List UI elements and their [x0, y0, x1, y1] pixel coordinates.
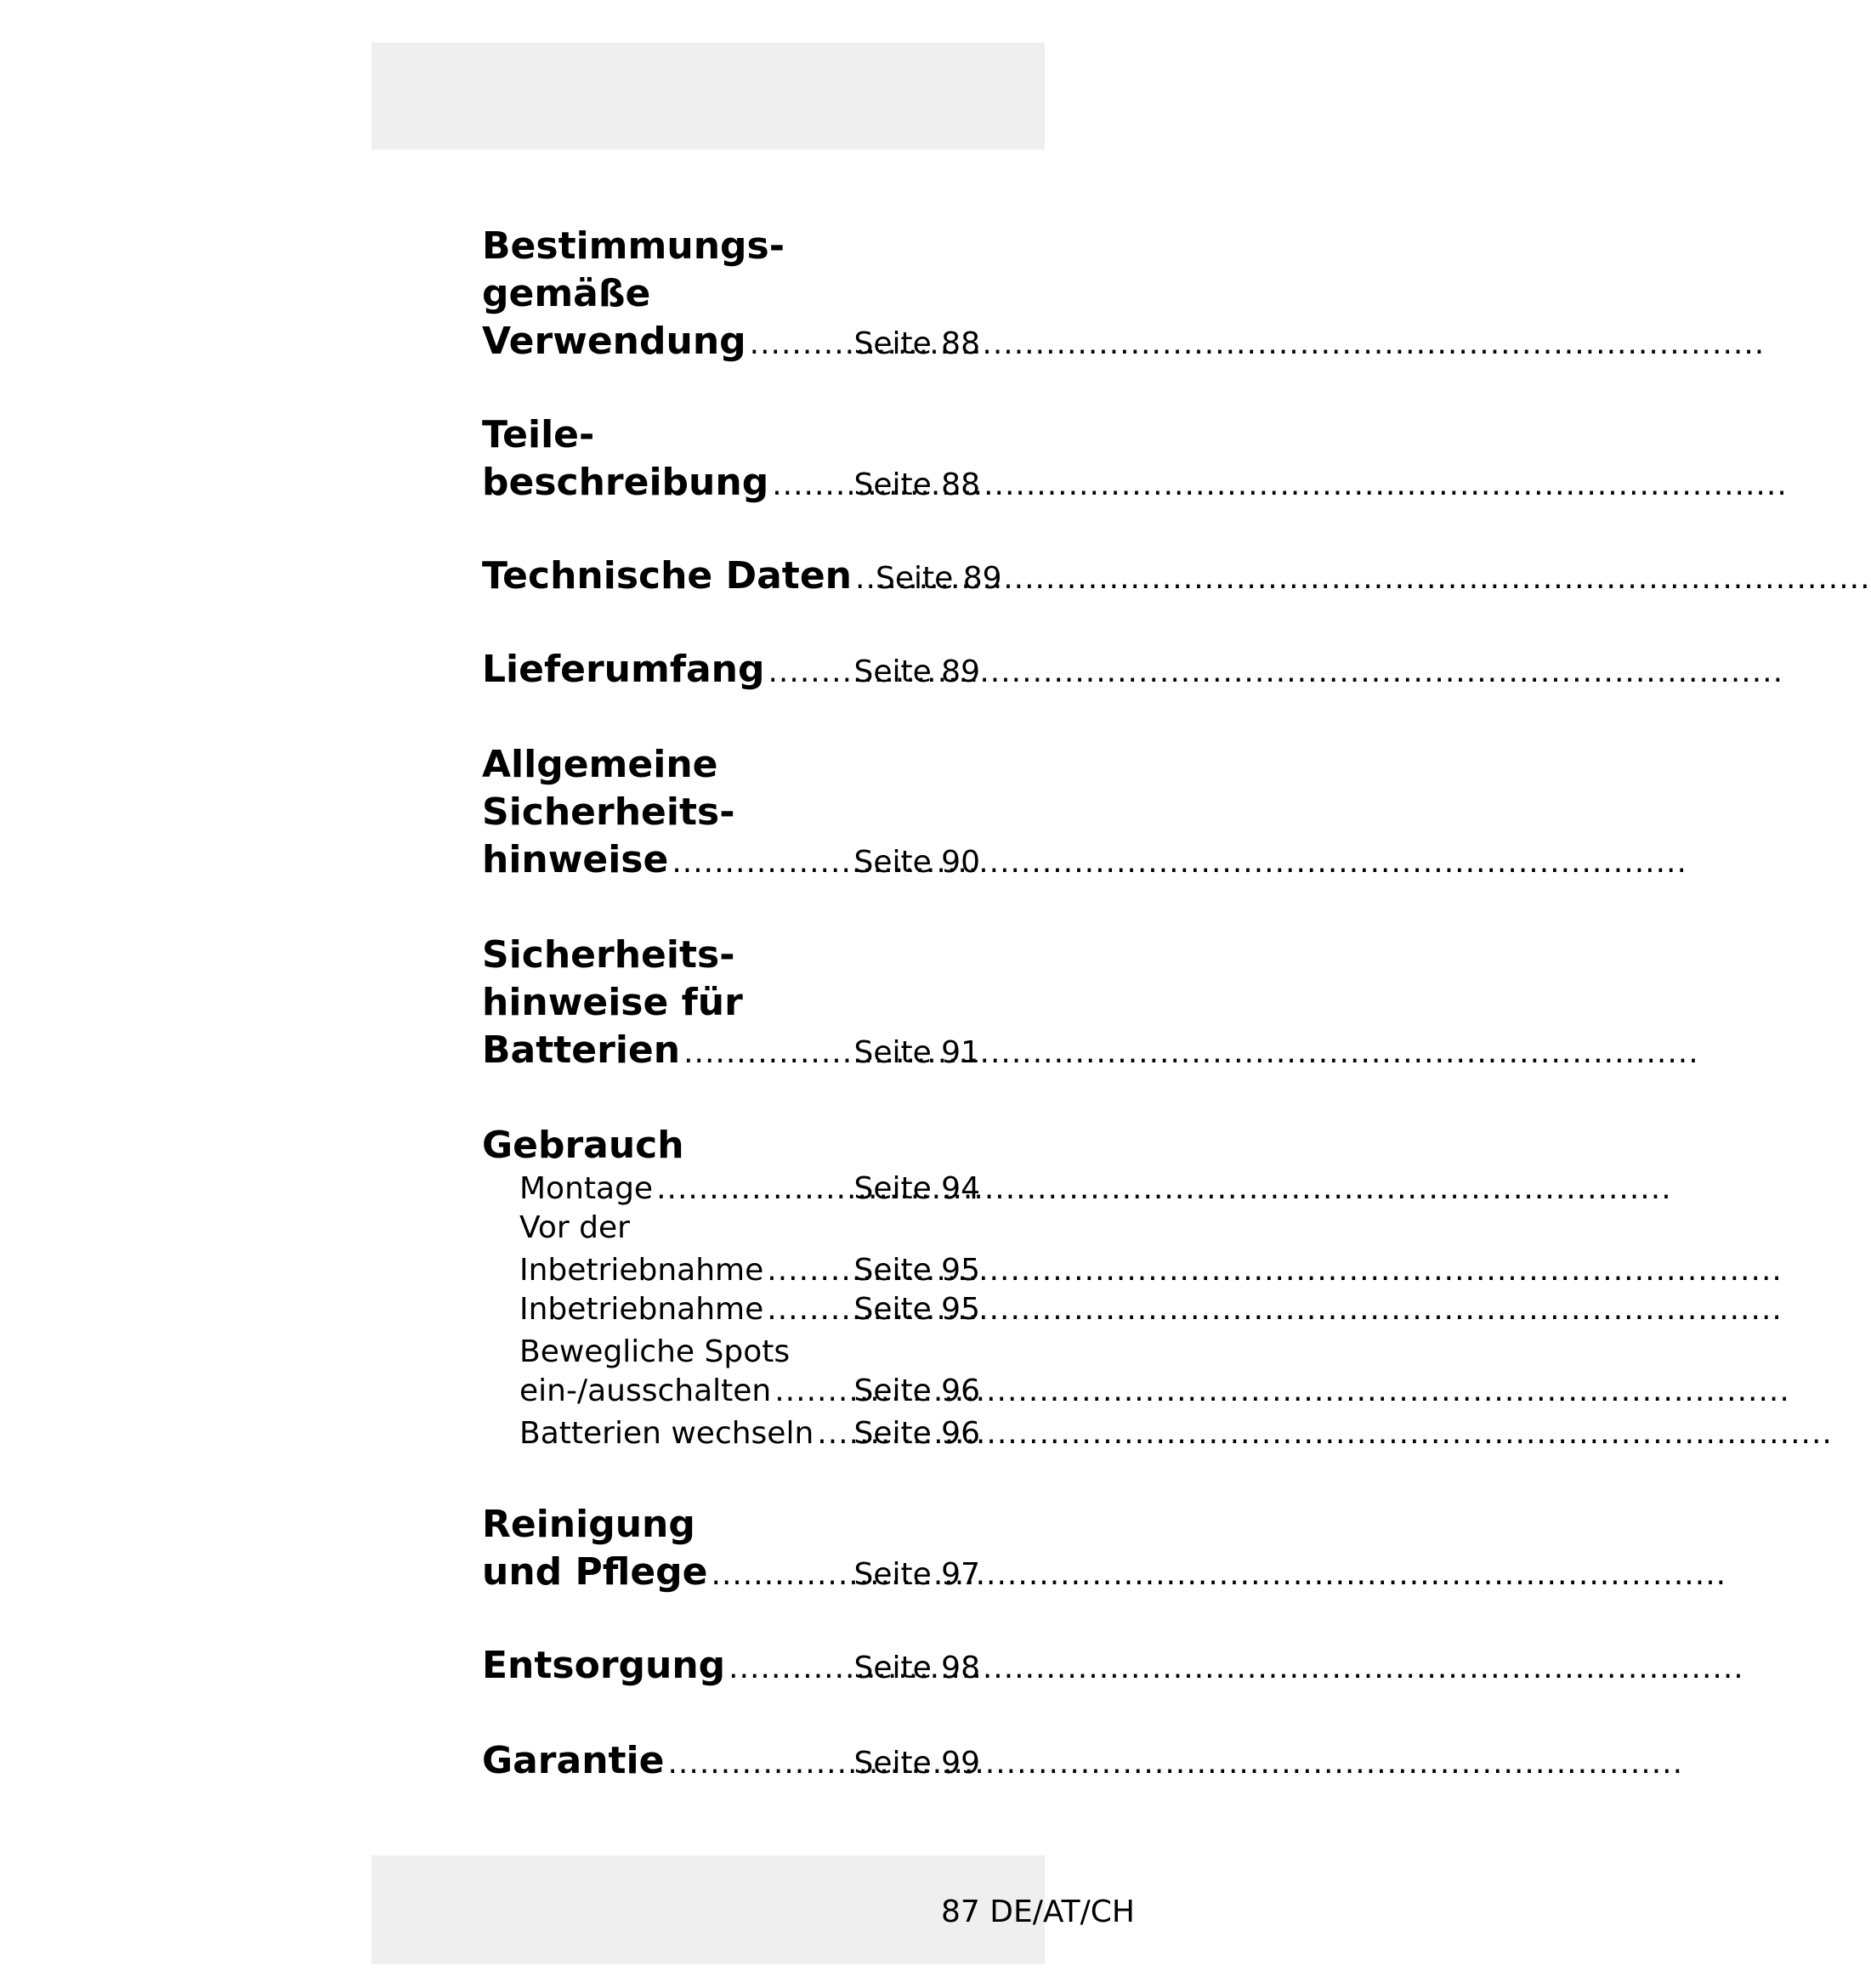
- dot-leader: [667, 1740, 850, 1787]
- page-reference: Seite 98: [853, 1651, 980, 1685]
- toc-subentry-batterien-wechseln[interactable]: [519, 1414, 980, 1453]
- toc-entry-gebrauch[interactable]: [482, 1122, 980, 1453]
- toc-entry-reinigung-und-pflege[interactable]: [482, 1501, 980, 1599]
- dot-leader: [750, 320, 851, 368]
- dot-leader: [767, 1290, 850, 1329]
- toc-heading-label: Garantie: [482, 1739, 665, 1782]
- dot-leader: [768, 649, 850, 696]
- toc-entry-lieferumfang[interactable]: [482, 646, 980, 696]
- dot-leader: [656, 1170, 850, 1209]
- dot-leader: [855, 555, 872, 603]
- toc-entry-technische-daten[interactable]: [482, 552, 1002, 603]
- toc-entry-allgemeine-sicherheitshinweise[interactable]: [482, 741, 980, 886]
- toc-heading-label: Entsorgung: [482, 1644, 726, 1687]
- page-number-footer: 87 DE/AT/CH: [941, 1895, 1136, 1929]
- toc-entry-entsorgung[interactable]: [482, 1642, 980, 1692]
- toc-heading-line: gemäße: [482, 272, 651, 315]
- toc-heading-line: Teile-: [482, 413, 595, 456]
- page-reference: Seite 88: [853, 326, 980, 361]
- page-reference: Seite 90: [853, 845, 980, 880]
- toc-subentry-label: Inbetriebnahme: [519, 1253, 764, 1288]
- dot-leader: [683, 1029, 850, 1077]
- page-reference: Seite 88: [853, 467, 980, 502]
- toc-subentries: [482, 1170, 980, 1453]
- toc-heading-line: Allgemeine: [482, 743, 718, 786]
- page-reference: Seite 99: [853, 1746, 980, 1781]
- toc-subentry-label: Batterien wechseln: [519, 1416, 814, 1451]
- toc-subentry-vor-der-inbetriebnahme[interactable]: [519, 1209, 980, 1290]
- toc-heading-label: Verwendung: [482, 320, 746, 363]
- toc-heading-label: und Pflege: [482, 1550, 708, 1594]
- header-band: [371, 42, 1045, 150]
- toc-entry-bestimmungsgemaesse-verwendung[interactable]: [482, 223, 980, 368]
- toc-entry-garantie[interactable]: [482, 1737, 980, 1787]
- page-reference: Seite 91: [853, 1035, 980, 1070]
- toc-heading-line: Sicherheits-: [482, 933, 735, 977]
- page-reference: Seite 89: [876, 561, 1002, 596]
- toc-subentry-label: ein-/ausschalten: [519, 1373, 772, 1408]
- toc-subentry-line: Vor der: [519, 1210, 630, 1245]
- toc-entry-sicherheitshinweise-batterien[interactable]: [482, 932, 980, 1077]
- toc-heading-label: hinweise: [482, 838, 669, 881]
- toc-heading-label: Technische Daten: [482, 554, 852, 598]
- page-reference: Seite 97: [853, 1557, 980, 1592]
- toc-heading-line: Bestimmungs-: [482, 224, 785, 268]
- toc-heading-label: Lieferumfang: [482, 648, 765, 691]
- dot-leader: [672, 839, 850, 886]
- page-reference: Seite 95: [853, 1292, 980, 1327]
- toc-subentry-spots-schalten[interactable]: [519, 1333, 980, 1411]
- toc-heading-line: Gebrauch: [482, 1124, 684, 1167]
- toc-subentry-label: Montage: [519, 1171, 654, 1206]
- page-reference: Seite 96: [853, 1373, 980, 1408]
- toc-heading-line: hinweise für: [482, 981, 743, 1024]
- toc-subentry-label: Inbetriebnahme: [519, 1292, 764, 1327]
- dot-leader: [767, 1251, 850, 1290]
- page-reference: Seite 96: [853, 1416, 980, 1451]
- toc-heading-line: Sicherheits-: [482, 790, 735, 834]
- toc-subentry-montage[interactable]: [519, 1170, 980, 1209]
- dot-leader: [772, 462, 850, 509]
- toc-entry-teilebeschreibung[interactable]: [482, 411, 980, 509]
- dot-leader: [817, 1414, 850, 1453]
- toc-heading-line: Reinigung: [482, 1503, 695, 1546]
- dot-leader: [712, 1551, 851, 1599]
- toc-subentry-inbetriebnahme[interactable]: [519, 1290, 980, 1329]
- page-reference: Seite 94: [853, 1171, 980, 1206]
- toc-heading-label: beschreibung: [482, 461, 769, 504]
- dot-leader: [729, 1645, 850, 1692]
- toc-subentry-line: Bewegliche Spots: [519, 1334, 791, 1369]
- toc-heading-label: Batterien: [482, 1028, 681, 1072]
- dot-leader: [774, 1372, 850, 1411]
- page-reference: Seite 89: [853, 654, 980, 689]
- page-reference: Seite 95: [853, 1253, 980, 1288]
